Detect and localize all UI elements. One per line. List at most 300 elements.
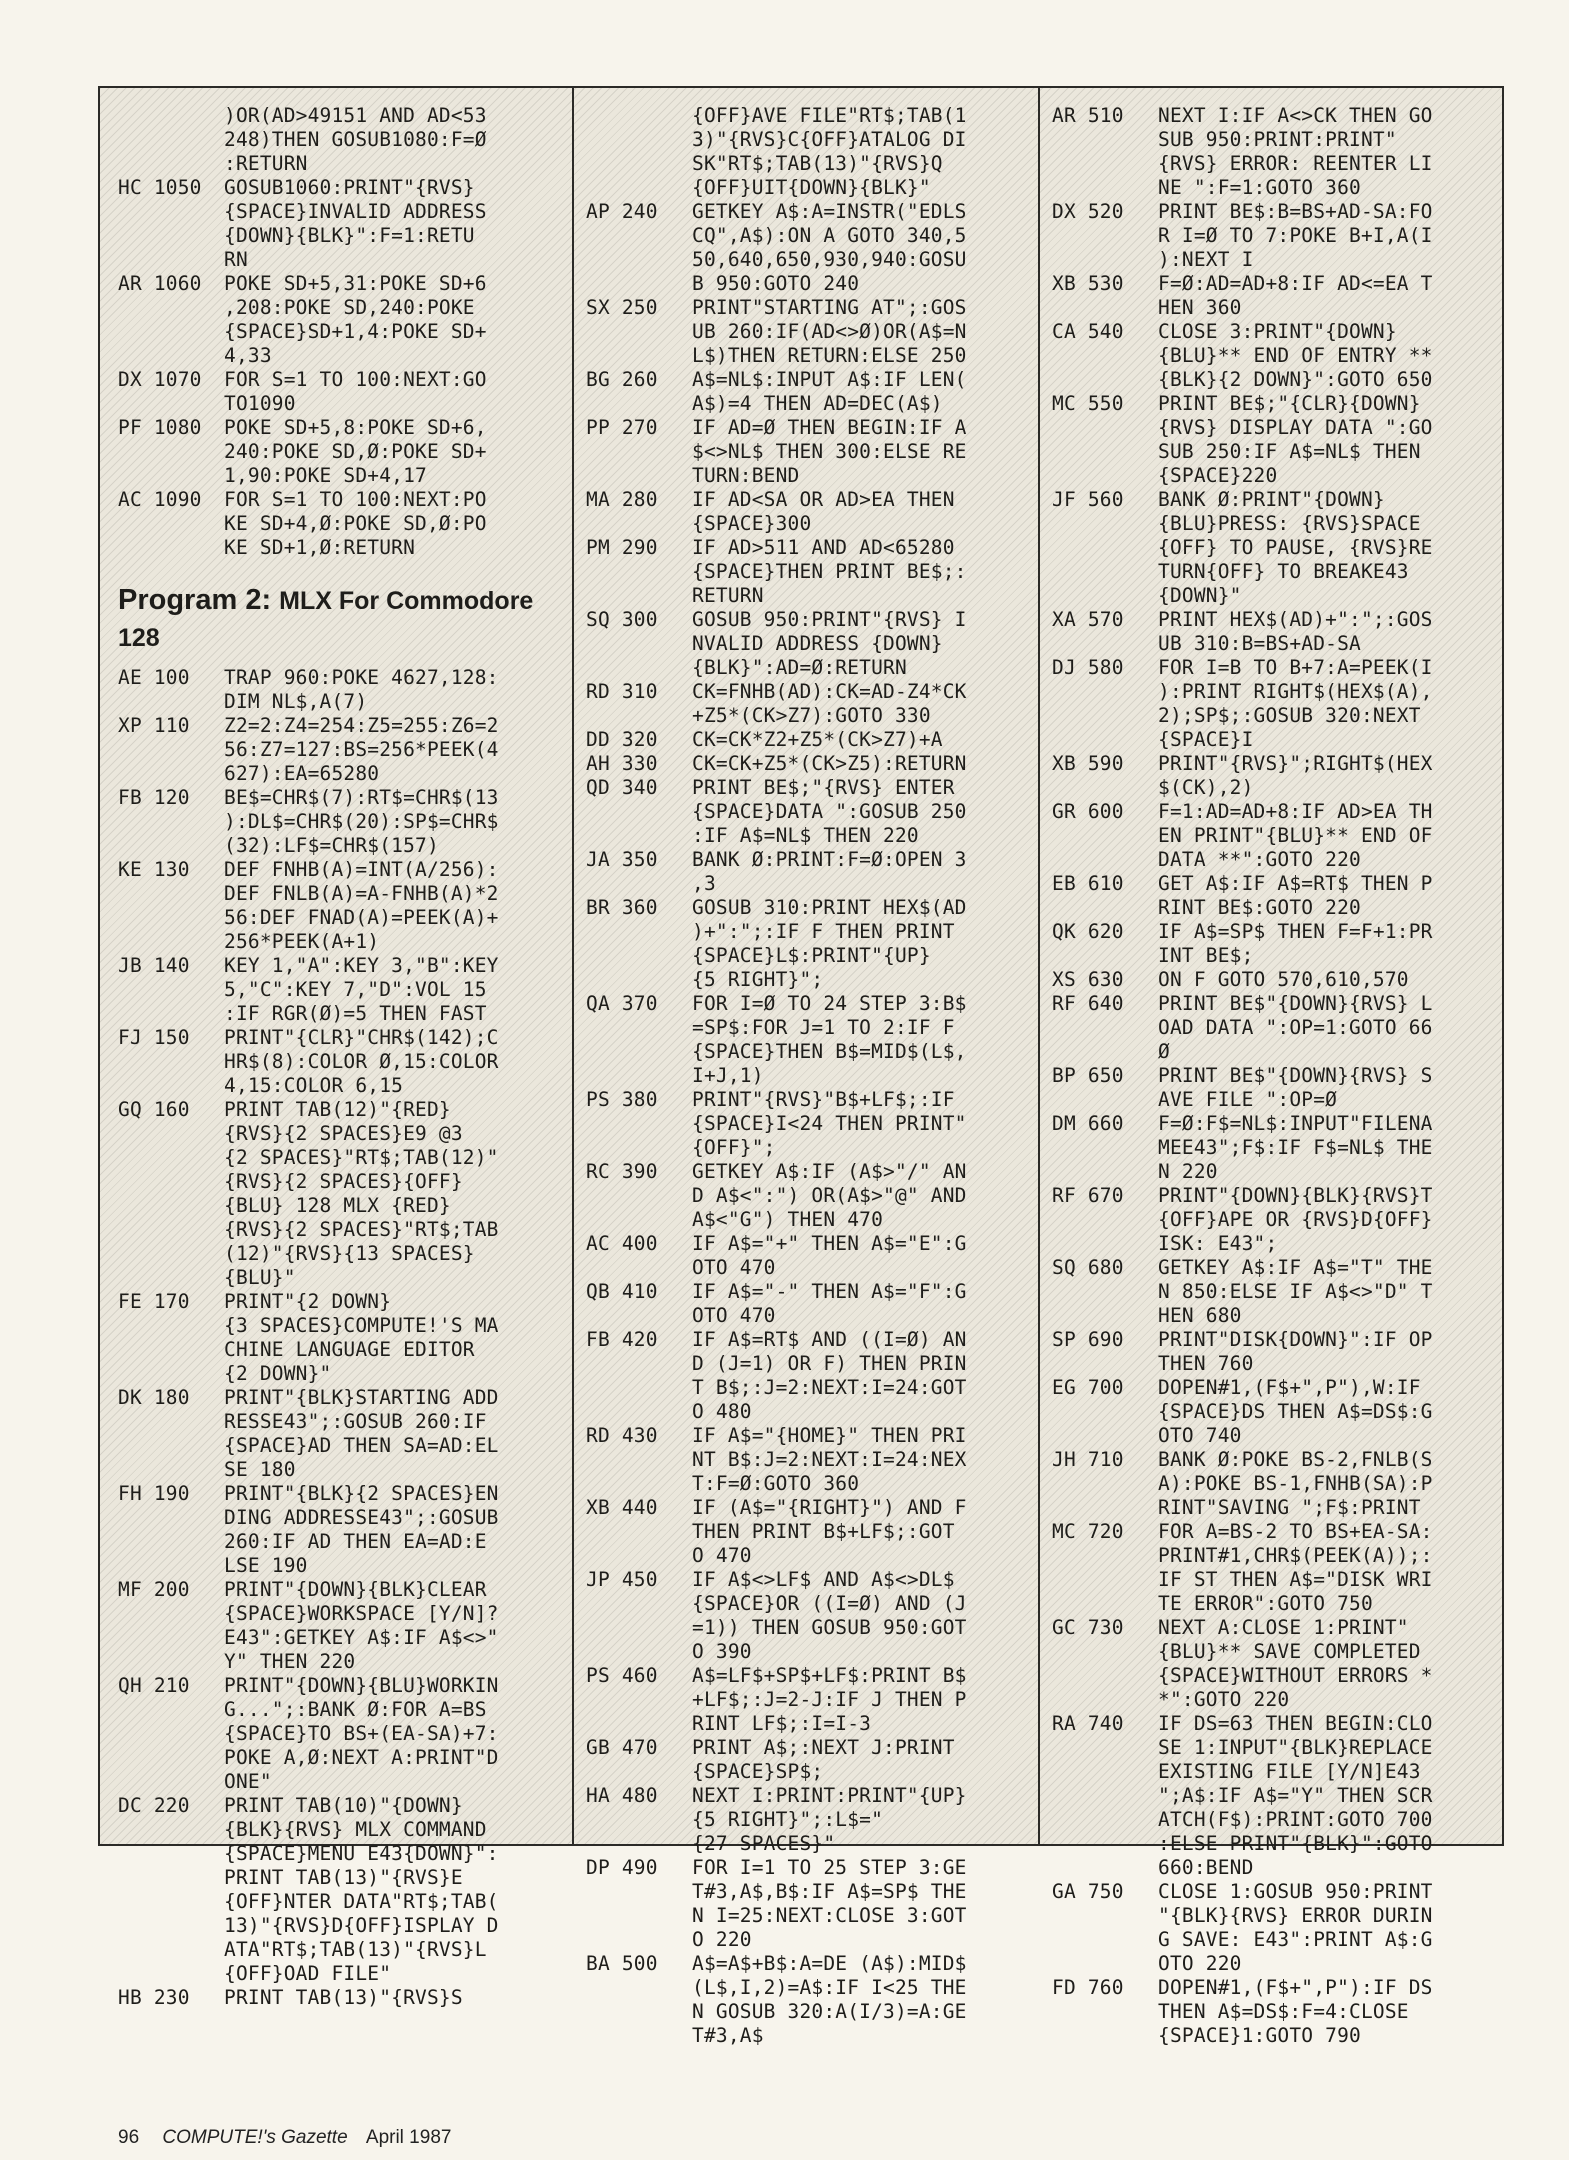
magazine-title: COMPUTE!'s Gazette bbox=[162, 2127, 348, 2148]
code-line bbox=[100, 440, 572, 464]
code-text: BANK Ø:PRINT"{DOWN} bbox=[1158, 488, 1385, 511]
code-line bbox=[100, 1746, 572, 1770]
code-line bbox=[100, 1314, 572, 1338]
code-line bbox=[1040, 608, 1506, 632]
code-line bbox=[1040, 1232, 1506, 1256]
code-line bbox=[1040, 1760, 1506, 1784]
code-line bbox=[100, 1338, 572, 1362]
code-line bbox=[574, 1544, 1040, 1568]
code-line bbox=[1040, 1568, 1506, 1592]
program-heading-label: Program 2: bbox=[118, 584, 272, 616]
code-line bbox=[1040, 272, 1506, 296]
code-text: EN PRINT"{BLU}** END OF bbox=[1158, 824, 1433, 847]
checksum-line-number: SX 250 bbox=[586, 296, 658, 319]
checksum-line-number: FD 760 bbox=[1052, 1976, 1124, 1999]
code-text: NEXT I:IF A<>CK THEN GO bbox=[1158, 104, 1433, 127]
code-line bbox=[574, 1712, 1040, 1736]
code-text: 256*PEEK(A+1) bbox=[224, 930, 380, 953]
code-line bbox=[100, 690, 572, 714]
code-line bbox=[1040, 464, 1506, 488]
code-line bbox=[100, 1698, 572, 1722]
code-line bbox=[100, 1122, 572, 1146]
code-line bbox=[1040, 296, 1506, 320]
code-text: F=Ø:F$=NL$:INPUT"FILENA bbox=[1158, 1112, 1433, 1135]
code-text: {SPACE}AD THEN SA=AD:EL bbox=[224, 1434, 499, 1457]
code-text: GOSUB 310:PRINT HEX$(AD bbox=[692, 896, 967, 919]
code-text: {OFF}"; bbox=[692, 1136, 776, 1159]
code-line bbox=[574, 224, 1040, 248]
code-line bbox=[100, 1290, 572, 1314]
code-line bbox=[574, 464, 1040, 488]
checksum-line-number: AR 1060 bbox=[118, 272, 202, 295]
code-text: PRINT"{DOWN}{BLK}CLEAR bbox=[224, 1578, 487, 1601]
code-line bbox=[574, 1040, 1040, 1064]
code-text: DIM NL$,A(7) bbox=[224, 690, 368, 713]
code-line bbox=[574, 1976, 1040, 2000]
code-text: 4,15:COLOR 6,15 bbox=[224, 1074, 404, 1097]
code-text: EXISTING FILE [Y/N]E43 bbox=[1158, 1760, 1421, 1783]
code-text: {SPACE}WORKSPACE [Y/N]? bbox=[224, 1602, 499, 1625]
checksum-line-number: HB 230 bbox=[118, 1986, 190, 2009]
checksum-line-number: XS 630 bbox=[1052, 968, 1124, 991]
code-line bbox=[1040, 176, 1506, 200]
code-line bbox=[1040, 152, 1506, 176]
code-text: GOSUB 950:PRINT"{RVS} I bbox=[692, 608, 967, 631]
checksum-line-number: AC 1090 bbox=[118, 488, 202, 511]
code-line bbox=[100, 1842, 572, 1866]
checksum-line-number: QK 620 bbox=[1052, 920, 1124, 943]
code-text: HR$(8):COLOR Ø,15:COLOR bbox=[224, 1050, 499, 1073]
checksum-line-number: MF 200 bbox=[118, 1578, 190, 1601]
code-line bbox=[574, 1064, 1040, 1088]
code-line bbox=[574, 440, 1040, 464]
code-line bbox=[1040, 848, 1506, 872]
code-line bbox=[100, 1434, 572, 1458]
code-line bbox=[574, 1520, 1040, 1544]
checksum-line-number: FE 170 bbox=[118, 1290, 190, 1313]
code-text: {RVS}{2 SPACES}E9 @3 bbox=[224, 1122, 463, 1145]
checksum-line-number: JP 450 bbox=[586, 1568, 658, 1591]
code-line bbox=[100, 1386, 572, 1410]
code-text: PRINT BE$;"{RVS} ENTER bbox=[692, 776, 955, 799]
code-text: {BLU}" bbox=[224, 1266, 296, 1289]
code-line bbox=[574, 272, 1040, 296]
code-text: SK"RT$;TAB(13)"{RVS}Q bbox=[692, 152, 943, 175]
code-text: DOPEN#1,(F$+",P"),W:IF bbox=[1158, 1376, 1421, 1399]
code-line bbox=[574, 704, 1040, 728]
code-text: {DOWN}" bbox=[1158, 584, 1242, 607]
code-text: {BLU}** SAVE COMPLETED bbox=[1158, 1640, 1421, 1663]
code-line bbox=[1040, 1616, 1506, 1640]
code-line bbox=[1040, 1592, 1506, 1616]
code-line bbox=[1040, 1688, 1506, 1712]
code-line bbox=[100, 1458, 572, 1482]
code-text: N 850:ELSE IF A$<>"D" T bbox=[1158, 1280, 1433, 1303]
code-line bbox=[1040, 1040, 1506, 1064]
code-text: ISK: E43"; bbox=[1158, 1232, 1278, 1255]
code-line bbox=[574, 584, 1040, 608]
code-line bbox=[574, 824, 1040, 848]
code-text: {DOWN}{BLK}":F=1:RETU bbox=[224, 224, 475, 247]
code-text: G SAVE: E43":PRINT A$:G bbox=[1158, 1928, 1433, 1951]
code-text: IF A$<>LF$ AND A$<>DL$ bbox=[692, 1568, 955, 1591]
code-text: IF DS=63 THEN BEGIN:CLO bbox=[1158, 1712, 1433, 1735]
checksum-line-number: FB 120 bbox=[118, 786, 190, 809]
code-text: I+J,1) bbox=[692, 1064, 764, 1087]
issue-date: April 1987 bbox=[365, 2127, 452, 2148]
code-line bbox=[1040, 1808, 1506, 1832]
code-line bbox=[1040, 656, 1506, 680]
checksum-line-number: JA 350 bbox=[586, 848, 658, 871]
code-line bbox=[100, 1554, 572, 1578]
code-text: RINT"SAVING ";F$:PRINT bbox=[1158, 1496, 1421, 1519]
code-text: RETURN bbox=[692, 584, 764, 607]
code-line bbox=[100, 666, 572, 690]
code-line bbox=[100, 1362, 572, 1386]
code-line bbox=[574, 1328, 1040, 1352]
code-line bbox=[574, 1184, 1040, 1208]
code-line bbox=[1040, 752, 1506, 776]
code-text: =1)) THEN GOSUB 950:GOT bbox=[692, 1616, 967, 1639]
checksum-line-number: PF 1080 bbox=[118, 416, 202, 439]
code-line bbox=[100, 1410, 572, 1434]
code-text: INT BE$; bbox=[1158, 944, 1254, 967]
code-text: TRAP 960:POKE 4627,128: bbox=[224, 666, 499, 689]
code-text: {SPACE}THEN PRINT BE$;: bbox=[692, 560, 967, 583]
checksum-line-number: AR 510 bbox=[1052, 104, 1124, 127]
code-text: PRINT"{RVS}";RIGHT$(HEX bbox=[1158, 752, 1433, 775]
code-text: A$<"G") THEN 470 bbox=[692, 1208, 884, 1231]
code-line bbox=[1040, 224, 1506, 248]
code-text: OTO 220 bbox=[1158, 1952, 1242, 1975]
code-text: DEF FNHB(A)=INT(A/256): bbox=[224, 858, 499, 881]
code-line bbox=[100, 512, 572, 536]
code-line bbox=[100, 1722, 572, 1746]
checksum-line-number: RA 740 bbox=[1052, 1712, 1124, 1735]
code-line bbox=[574, 320, 1040, 344]
code-text: BE$=CHR$(7):RT$=CHR$(13 bbox=[224, 786, 499, 809]
code-text: O 480 bbox=[692, 1400, 752, 1423]
code-text: {SPACE}OR ((I=Ø) AND (J bbox=[692, 1592, 967, 1615]
code-line bbox=[1040, 2000, 1506, 2024]
code-line bbox=[1040, 512, 1506, 536]
checksum-line-number: QD 340 bbox=[586, 776, 658, 799]
code-line bbox=[1040, 1424, 1506, 1448]
code-text: {SPACE}SP$; bbox=[692, 1760, 824, 1783]
code-text: UB 310:B=BS+AD-SA bbox=[1158, 632, 1361, 655]
code-text: PRINT TAB(13)"{RVS}S bbox=[224, 1986, 463, 2009]
code-line bbox=[574, 1232, 1040, 1256]
checksum-line-number: GR 600 bbox=[1052, 800, 1124, 823]
code-text: G...";:BANK Ø:FOR A=BS bbox=[224, 1698, 487, 1721]
code-text: PRINT BE$"{DOWN}{RVS} S bbox=[1158, 1064, 1433, 1087]
code-line bbox=[100, 536, 572, 560]
code-line bbox=[1040, 1496, 1506, 1520]
code-text: RN bbox=[224, 248, 248, 271]
code-line bbox=[100, 296, 572, 320]
code-text: ,3 bbox=[692, 872, 716, 895]
code-text: {BLU} 128 MLX {RED} bbox=[224, 1194, 451, 1217]
code-line bbox=[100, 1146, 572, 1170]
code-line bbox=[100, 1506, 572, 1530]
code-text: DING ADDRESSE43";:GOSUB bbox=[224, 1506, 499, 1529]
checksum-line-number: CA 540 bbox=[1052, 320, 1124, 343]
code-text: A):POKE BS-1,FNHB(SA):P bbox=[1158, 1472, 1433, 1495]
code-line bbox=[574, 1664, 1040, 1688]
code-text: *":GOTO 220 bbox=[1158, 1688, 1290, 1711]
code-line bbox=[100, 224, 572, 248]
code-text: PRINT HEX$(AD)+":";:GOS bbox=[1158, 608, 1433, 631]
code-text: IF A$=RT$ AND ((I=Ø) AN bbox=[692, 1328, 967, 1351]
code-line bbox=[574, 1472, 1040, 1496]
code-text: 3)"{RVS}C{OFF}ATALOG DI bbox=[692, 128, 967, 151]
code-line bbox=[1040, 776, 1506, 800]
code-line bbox=[574, 1856, 1040, 1880]
code-text: IF A$=SP$ THEN F=F+1:PR bbox=[1158, 920, 1433, 943]
code-line bbox=[100, 1242, 572, 1266]
code-text: PRINT BE$"{DOWN}{RVS} L bbox=[1158, 992, 1433, 1015]
code-line bbox=[574, 992, 1040, 1016]
code-text: A$=NL$:INPUT A$:IF LEN( bbox=[692, 368, 967, 391]
code-line bbox=[574, 2024, 1040, 2048]
code-line bbox=[100, 392, 572, 416]
code-text: ):PRINT RIGHT$(HEX$(A), bbox=[1158, 680, 1433, 703]
code-text: TE ERROR":GOTO 750 bbox=[1158, 1592, 1373, 1615]
code-text: D (J=1) OR F) THEN PRIN bbox=[692, 1352, 967, 1375]
code-text: 627):EA=65280 bbox=[224, 762, 380, 785]
code-line bbox=[574, 752, 1040, 776]
code-line bbox=[1040, 1112, 1506, 1136]
checksum-line-number: EB 610 bbox=[1052, 872, 1124, 895]
code-text: :IF A$=NL$ THEN 220 bbox=[692, 824, 919, 847]
code-text: {BLK}{RVS} MLX COMMAND bbox=[224, 1818, 487, 1841]
code-line bbox=[1040, 1952, 1506, 1976]
code-line bbox=[574, 1736, 1040, 1760]
code-line bbox=[1040, 392, 1506, 416]
code-line bbox=[574, 1136, 1040, 1160]
code-text: PRINT#1,CHR$(PEEK(A));: bbox=[1158, 1544, 1433, 1567]
code-text: {2 DOWN}" bbox=[224, 1362, 332, 1385]
code-line bbox=[574, 1160, 1040, 1184]
code-text: PRINT TAB(13)"{RVS}E bbox=[224, 1866, 463, 1889]
code-text: PRINT TAB(10)"{DOWN} bbox=[224, 1794, 463, 1817]
checksum-line-number: BA 500 bbox=[586, 1952, 658, 1975]
listing-column-1 bbox=[100, 88, 572, 2009]
program-heading bbox=[118, 582, 558, 656]
code-text: PRINT"STARTING AT";:GOS bbox=[692, 296, 967, 319]
code-line bbox=[574, 1280, 1040, 1304]
code-line bbox=[1040, 1664, 1506, 1688]
code-line bbox=[100, 200, 572, 224]
code-line bbox=[574, 560, 1040, 584]
code-text: HEN 680 bbox=[1158, 1304, 1242, 1327]
code-line bbox=[1040, 1832, 1506, 1856]
code-text: {SPACE}220 bbox=[1158, 464, 1278, 487]
code-text: FOR A=BS-2 TO BS+EA-SA: bbox=[1158, 1520, 1433, 1543]
code-line bbox=[1040, 1472, 1506, 1496]
code-text: 13)"{RVS}D{OFF}ISPLAY D bbox=[224, 1914, 499, 1937]
code-text: CK=CK*Z2+Z5*(CK>Z7)+A bbox=[692, 728, 943, 751]
code-line bbox=[1040, 200, 1506, 224]
code-text: GETKEY A$:A=INSTR("EDLS bbox=[692, 200, 967, 223]
code-text: =SP$:FOR J=1 TO 2:IF F bbox=[692, 1016, 955, 1039]
code-line bbox=[1040, 1712, 1506, 1736]
code-line bbox=[574, 944, 1040, 968]
code-text: (L$,I,2)=A$:IF I<25 THE bbox=[692, 1976, 967, 1999]
checksum-line-number: DD 320 bbox=[586, 728, 658, 751]
code-text: DOPEN#1,(F$+",P"):IF DS bbox=[1158, 1976, 1433, 1999]
code-text: {BLK}":AD=Ø:RETURN bbox=[692, 656, 907, 679]
checksum-line-number: DM 660 bbox=[1052, 1112, 1124, 1135]
code-text: ON F GOTO 570,610,570 bbox=[1158, 968, 1409, 991]
code-line bbox=[100, 1482, 572, 1506]
code-line bbox=[574, 368, 1040, 392]
code-line bbox=[574, 656, 1040, 680]
code-text: )OR(AD>49151 AND AD<53 bbox=[224, 104, 487, 127]
code-line bbox=[1040, 1352, 1506, 1376]
code-line bbox=[574, 800, 1040, 824]
code-text: IF (A$="{RIGHT}") AND F bbox=[692, 1496, 967, 1519]
checksum-line-number: XA 570 bbox=[1052, 608, 1124, 631]
code-text: D A$<":") OR(A$>"@" AND bbox=[692, 1184, 967, 1207]
code-line bbox=[100, 858, 572, 882]
code-text: KE SD+4,Ø:POKE SD,Ø:PO bbox=[224, 512, 487, 535]
code-line bbox=[574, 1208, 1040, 1232]
code-line bbox=[100, 978, 572, 1002]
code-line bbox=[574, 1304, 1040, 1328]
code-text: IF AD=Ø THEN BEGIN:IF A bbox=[692, 416, 967, 439]
listing-frame bbox=[98, 86, 1504, 2047]
code-text: A$)=4 THEN AD=DEC(A$) bbox=[692, 392, 943, 415]
code-line bbox=[1040, 248, 1506, 272]
code-line bbox=[100, 464, 572, 488]
code-line bbox=[1040, 1256, 1506, 1280]
code-text: POKE SD+5,31:POKE SD+6 bbox=[224, 272, 487, 295]
code-line bbox=[574, 344, 1040, 368]
code-line bbox=[574, 1424, 1040, 1448]
code-line bbox=[100, 272, 572, 296]
code-text: CQ",A$):ON A GOTO 340,5 bbox=[692, 224, 967, 247]
checksum-line-number: AP 240 bbox=[586, 200, 658, 223]
code-text: BANK Ø:POKE BS-2,FNLB(S bbox=[1158, 1448, 1433, 1471]
checksum-line-number: HC 1050 bbox=[118, 176, 202, 199]
checksum-line-number: JB 140 bbox=[118, 954, 190, 977]
code-line bbox=[574, 872, 1040, 896]
code-line bbox=[1040, 1904, 1506, 1928]
code-text: PRINT TAB(12)"{RED} bbox=[224, 1098, 451, 1121]
checksum-line-number: AC 400 bbox=[586, 1232, 658, 1255]
code-text: DATA **":GOTO 220 bbox=[1158, 848, 1361, 871]
code-line bbox=[1040, 680, 1506, 704]
code-text: N 220 bbox=[1158, 1160, 1218, 1183]
code-text: 240:POKE SD,Ø:POKE SD+ bbox=[224, 440, 487, 463]
checksum-line-number: EG 700 bbox=[1052, 1376, 1124, 1399]
code-line bbox=[574, 176, 1040, 200]
checksum-line-number: DX 520 bbox=[1052, 200, 1124, 223]
code-line bbox=[1040, 1448, 1506, 1472]
code-text: "{BLK}{RVS} ERROR DURIN bbox=[1158, 1904, 1433, 1927]
code-line bbox=[1040, 344, 1506, 368]
code-text: F=1:AD=AD+8:IF AD>EA TH bbox=[1158, 800, 1433, 823]
code-line bbox=[574, 104, 1040, 128]
code-line bbox=[100, 1986, 572, 2010]
code-line bbox=[100, 882, 572, 906]
code-text: IF AD>511 AND AD<65280 bbox=[692, 536, 955, 559]
code-text: CLOSE 1:GOSUB 950:PRINT bbox=[1158, 1880, 1433, 1903]
code-text: Y" THEN 220 bbox=[224, 1650, 356, 1673]
code-text: 1,90:POKE SD+4,17 bbox=[224, 464, 427, 487]
code-line bbox=[1040, 1400, 1506, 1424]
code-line bbox=[100, 1578, 572, 1602]
checksum-line-number: MA 280 bbox=[586, 488, 658, 511]
code-line bbox=[100, 344, 572, 368]
code-text: TURN{OFF} TO BREAKE43 bbox=[1158, 560, 1409, 583]
code-text: OAD DATA ":OP=1:GOTO 66 bbox=[1158, 1016, 1433, 1039]
code-text: PRINT"{RVS}"B$+LF$;:IF bbox=[692, 1088, 955, 1111]
code-line bbox=[1040, 1184, 1506, 1208]
code-text: T#3,A$,B$:IF A$=SP$ THE bbox=[692, 1880, 967, 1903]
code-text: GOSUB1060:PRINT"{RVS} bbox=[224, 176, 475, 199]
code-line bbox=[1040, 920, 1506, 944]
code-text: {SPACE}1:GOTO 790 bbox=[1158, 2024, 1361, 2047]
code-text: {SPACE}INVALID ADDRESS bbox=[224, 200, 487, 223]
code-text: NEXT I:PRINT:PRINT"{UP} bbox=[692, 1784, 967, 1807]
code-text: ):DL$=CHR$(20):SP$=CHR$ bbox=[224, 810, 499, 833]
code-line bbox=[574, 1760, 1040, 1784]
code-text: RINT LF$;:I=I-3 bbox=[692, 1712, 872, 1735]
code-line bbox=[574, 1616, 1040, 1640]
code-line bbox=[574, 1496, 1040, 1520]
code-line bbox=[1040, 1520, 1506, 1544]
code-text: FOR S=1 TO 100:NEXT:GO bbox=[224, 368, 487, 391]
code-text: 2);SP$;:GOSUB 320:NEXT bbox=[1158, 704, 1421, 727]
code-text: CK=FNHB(AD):CK=AD-Z4*CK bbox=[692, 680, 967, 703]
column-2-lines bbox=[574, 88, 1040, 2048]
code-text: PRINT"{BLK}STARTING ADD bbox=[224, 1386, 499, 1409]
code-text: +LF$;:J=2-J:IF J THEN P bbox=[692, 1688, 967, 1711]
code-line bbox=[1040, 440, 1506, 464]
code-line bbox=[574, 680, 1040, 704]
code-line bbox=[574, 416, 1040, 440]
code-line bbox=[1040, 1976, 1506, 2000]
code-line bbox=[1040, 1328, 1506, 1352]
code-text: {RVS} DISPLAY DATA ":GO bbox=[1158, 416, 1433, 439]
checksum-line-number: SQ 300 bbox=[586, 608, 658, 631]
code-line bbox=[100, 416, 572, 440]
code-line bbox=[100, 1074, 572, 1098]
code-line bbox=[100, 930, 572, 954]
code-line bbox=[100, 1626, 572, 1650]
code-text: {SPACE}DS THEN A$=DS$:G bbox=[1158, 1400, 1433, 1423]
code-text: CLOSE 3:PRINT"{DOWN} bbox=[1158, 320, 1397, 343]
code-text: :IF RGR(Ø)=5 THEN FAST bbox=[224, 1002, 487, 1025]
code-text: O 390 bbox=[692, 1640, 752, 1663]
code-line bbox=[1040, 1736, 1506, 1760]
code-line bbox=[574, 1400, 1040, 1424]
code-line bbox=[574, 536, 1040, 560]
code-text: ):NEXT I bbox=[1158, 248, 1254, 271]
code-text: (32):LF$=CHR$(157) bbox=[224, 834, 439, 857]
code-text: RINT BE$:GOTO 220 bbox=[1158, 896, 1361, 919]
checksum-line-number: PP 270 bbox=[586, 416, 658, 439]
code-text: PRINT"{CLR}"CHR$(142);C bbox=[224, 1026, 499, 1049]
code-line bbox=[100, 1170, 572, 1194]
code-line bbox=[574, 920, 1040, 944]
code-line bbox=[1040, 872, 1506, 896]
code-line bbox=[1040, 1088, 1506, 1112]
checksum-line-number: DC 220 bbox=[118, 1794, 190, 1817]
code-text: CK=CK+Z5*(CK>Z5):RETURN bbox=[692, 752, 967, 775]
